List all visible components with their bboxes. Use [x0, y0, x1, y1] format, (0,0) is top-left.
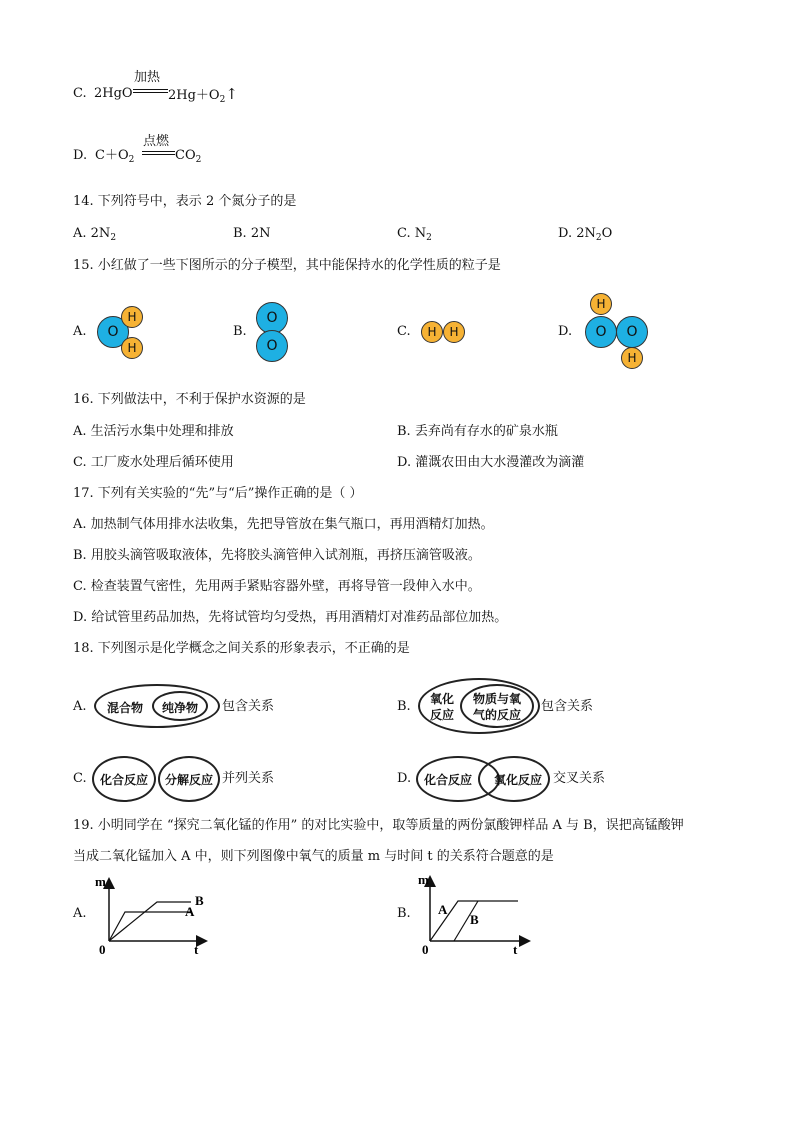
y-axis-label: m: [95, 874, 106, 889]
question-18-stem: 18. 下列图示是化学概念之间关系的形象表示，不正确的是: [73, 641, 410, 656]
x-axis-label: t: [194, 942, 199, 957]
x-axis-label: t: [513, 942, 518, 957]
equation-c-bar-top: [133, 89, 168, 90]
equation-c-product: $2Hg+O_2↑$: [168, 85, 238, 105]
q15-option-b-label[interactable]: B.: [233, 324, 247, 339]
q17-option-c[interactable]: C. 检查装置气密性，先用两手紧贴容器外壁，再将导管一段伸入水中。: [73, 579, 481, 594]
option-d-label: D.: [73, 148, 88, 163]
q19-option-a-label[interactable]: A.: [73, 906, 87, 921]
q18-option-a-label[interactable]: A.: [73, 699, 87, 714]
curve-a: [109, 912, 191, 941]
question-15-stem: 15. 小红做了一些下图所示的分子模型，其中能保持水的化学性质的粒子是: [73, 258, 501, 273]
q19-graph-a: [95, 868, 215, 958]
oxidation-label-line1: 氧化: [429, 692, 454, 706]
q15-option-d-label[interactable]: D.: [558, 324, 573, 339]
q14-option-a[interactable]: A. $2N_2$: [73, 226, 117, 243]
equation-d-bar-top: [142, 151, 175, 152]
q19-option-b-label[interactable]: B.: [397, 906, 411, 921]
hydrogen-atom: H: [443, 321, 465, 343]
equation-c-condition: 加热: [134, 70, 161, 85]
q17-option-b[interactable]: B. 用胶头滴管吸取液体，先将胶头滴管伸入试剂瓶，再挤压滴管吸液。: [73, 548, 481, 563]
equation-d-condition: 点燃: [143, 134, 170, 149]
hydrogen-atom: H: [121, 337, 143, 359]
q15-option-c-label[interactable]: C.: [397, 324, 411, 339]
curve-b-label: B: [470, 912, 479, 927]
reaction-with-oxygen-line2: 气的反应: [472, 708, 521, 722]
equation-c-bar-bottom: [133, 92, 168, 93]
question-19-stem-line2: 当成二氧化锰加入 A 中，则下列图像中氧气的质量 m 与时间 t 的关系符合题意的是: [73, 849, 554, 864]
question-14-stem: 14. 下列符号中，表示 2 个氮分子的是: [73, 194, 297, 209]
equation-d-bar-bottom: [142, 154, 175, 155]
oxygen-atom: O: [585, 316, 617, 348]
q16-option-c[interactable]: C. 工厂废水处理后循环使用: [73, 455, 234, 470]
oxygen-atom: O: [97, 316, 129, 348]
hydrogen-atom: H: [421, 321, 443, 343]
mixture-label: 混合物: [106, 701, 143, 715]
curve-b: [109, 902, 191, 941]
q18-option-b-label[interactable]: B.: [397, 699, 411, 714]
hydrogen-atom: H: [121, 306, 143, 328]
oxygen-atom: O: [256, 302, 288, 334]
q18-d-relation: 交叉关系: [553, 771, 606, 786]
combination-label: 化合反应: [99, 773, 148, 787]
curve-a-label: A: [185, 904, 195, 919]
hydrogen-atom: H: [590, 293, 612, 315]
origin-label: 0: [422, 942, 429, 957]
equation-c-reactant: 2HgO: [94, 86, 133, 101]
equation-d-reactants: $C+O_2$: [95, 148, 135, 165]
q15-option-a-label[interactable]: A.: [73, 324, 87, 339]
q14-option-c[interactable]: C. $N_2$: [397, 226, 432, 243]
q18-c-relation: 并列关系: [222, 771, 275, 786]
curve-b-label: B: [195, 893, 204, 908]
q17-option-a[interactable]: A. 加热制气体用排水法收集，先把导管放在集气瓶口，再用酒精灯加热。: [73, 517, 494, 532]
y-axis-label: m: [418, 872, 429, 887]
option-c-label: C.: [73, 86, 87, 101]
decomposition-label: 分解反应: [164, 773, 213, 787]
q18-b-relation: 包含关系: [541, 699, 594, 714]
equation-d-product: $CO_2$: [175, 148, 202, 165]
q16-option-b[interactable]: B. 丢弃尚有存水的矿泉水瓶: [397, 424, 558, 439]
hydrogen-atom: H: [621, 347, 643, 369]
question-19-stem-line1: 19. 小明同学在 “探究二氧化锰的作用” 的对比实验中，取等质量的两份氯酸钾样品 A 与 B，误把高锰酸钾: [73, 818, 684, 833]
q17-option-d[interactable]: D. 给试管里药品加热，先将试管均匀受热，再用酒精灯对准药品部位加热。: [73, 610, 508, 625]
oxidation-label-line2: 反应: [429, 708, 454, 722]
q14-option-b[interactable]: B. 2N: [233, 226, 271, 241]
q14-option-d[interactable]: D. $2N_2O$: [558, 226, 613, 243]
combination-label: 化合反应: [423, 773, 472, 787]
curve-a-label: A: [438, 902, 448, 917]
q18-option-d-label[interactable]: D.: [397, 771, 412, 786]
oxidation-label: 氧化反应: [493, 773, 542, 787]
question-16-stem: 16. 下列做法中，不利于保护水资源的是: [73, 392, 306, 407]
origin-label: 0: [99, 942, 106, 957]
pure-substance-label: 纯净物: [161, 701, 198, 715]
reaction-with-oxygen-line1: 物质与氧: [472, 692, 521, 706]
q16-option-d[interactable]: D. 灌溉农田由大水漫灌改为滴灌: [397, 455, 585, 470]
q18-option-c-label[interactable]: C.: [73, 771, 87, 786]
oxygen-atom: O: [616, 316, 648, 348]
oxygen-atom: O: [256, 330, 288, 362]
question-17-stem: 17. 下列有关实验的“先”与“后”操作正确的是（ ）: [73, 486, 363, 501]
q19-graph-b: [418, 868, 538, 958]
q16-option-a[interactable]: A. 生活污水集中处理和排放: [73, 424, 234, 439]
q18-a-relation: 包含关系: [222, 699, 275, 714]
